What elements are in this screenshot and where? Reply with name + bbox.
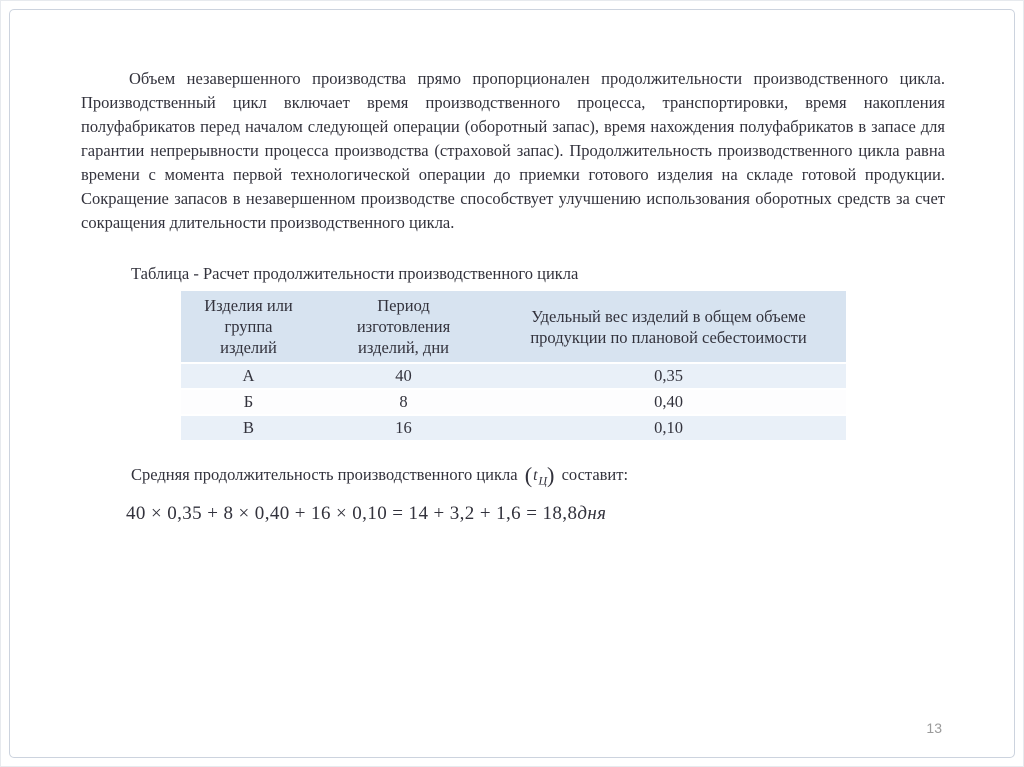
table-caption: Таблица - Расчет продолжительности производственного цикла <box>131 264 579 283</box>
open-paren: ( <box>524 462 533 488</box>
header-cell-product-group: Изделия или группа изделий <box>181 291 316 363</box>
page-number: 13 <box>926 720 942 736</box>
table-row <box>181 363 846 389</box>
math-variable-t: t <box>533 467 538 484</box>
average-duration-prefix: Средняя продолжительность производственного цикла <box>131 465 518 484</box>
slide-content <box>81 67 945 527</box>
calculation-formula <box>126 501 945 527</box>
math-subscript-c: Ц <box>538 473 548 488</box>
cell-period: 16 <box>316 415 491 441</box>
cell-weight: 0,35 <box>491 363 846 389</box>
table-row <box>181 389 846 415</box>
intro-paragraph: Объем незавершенного производства прямо пропорционален продолжительности производственного цикла. Производственный цикл включает время производственного процесса, транспортировки, время накопления полуфабрикатов перед началом следующей операции (оборотный запас), время нахождения полуфабрикатов в запасе для гарантии непрерывности процесса производства (страховой запас). Продолжительность производственного цикла равна времени с момента первой технологической операции до приемки готового изделия на складе готовой продукции. Сокращение запасов в незавершенном производстве способствует улучшению использования оборотных средств за счет сокращения длительности производственного цикла. <box>81 69 945 232</box>
cell-period: 40 <box>316 363 491 389</box>
table-row <box>181 415 846 441</box>
cell-product: Б <box>181 389 316 415</box>
cell-product: В <box>181 415 316 441</box>
average-duration-suffix: составит: <box>561 465 629 484</box>
production-cycle-table <box>181 291 846 442</box>
cell-weight: 0,40 <box>491 389 846 415</box>
cell-product: А <box>181 363 316 389</box>
table-header-row <box>181 291 846 363</box>
formula-unit: дня <box>577 503 607 525</box>
close-paren: ) <box>547 462 555 488</box>
cell-period: 8 <box>316 389 491 415</box>
cell-weight: 0,10 <box>491 415 846 441</box>
cycle-time-symbol <box>524 462 555 488</box>
formula-expression: 40 × 0,35 + 8 × 0,40 + 16 × 0,10 = 14 + 3,2 + 1,6 = 18,8 <box>126 503 578 525</box>
header-cell-share-of-output: Удельный вес изделий в общем объеме продукции по плановой себестоимости <box>491 291 846 363</box>
header-cell-manufacturing-period: Период изготовления изделий, дни <box>316 291 491 363</box>
average-duration-sentence <box>131 462 945 493</box>
